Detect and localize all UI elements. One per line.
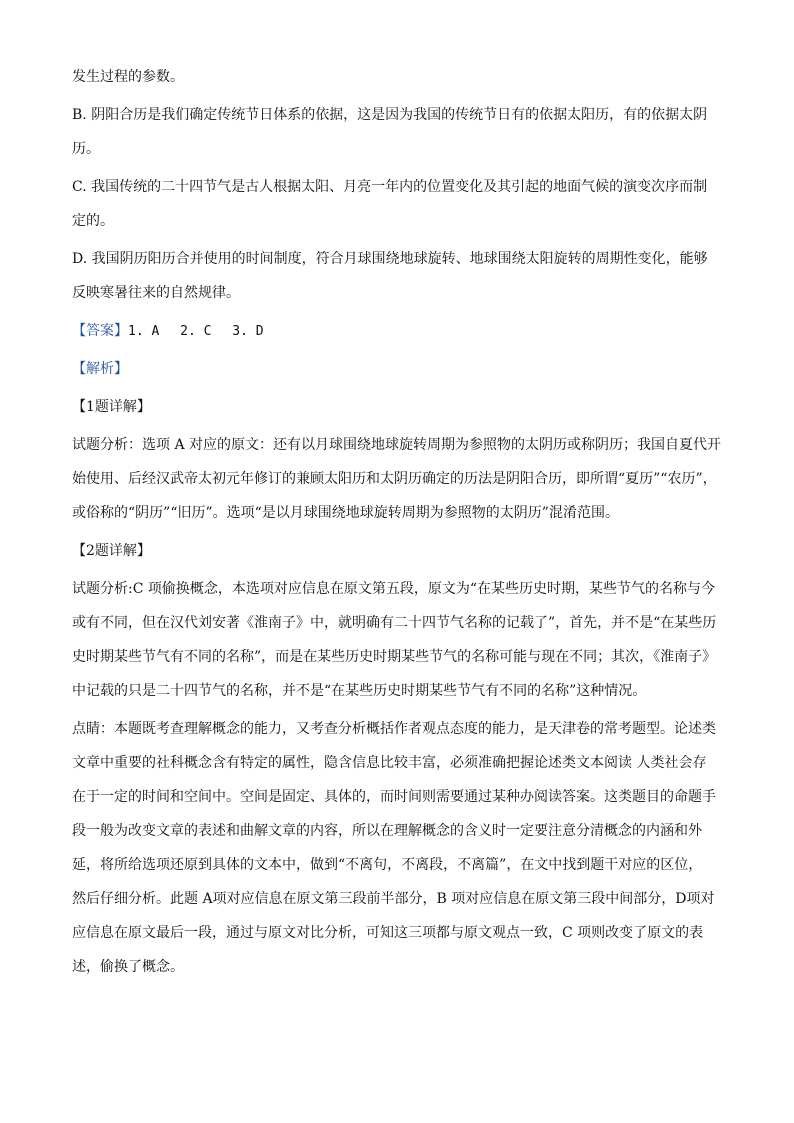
note-line-4: 段一般为改变文章的表述和曲解文章的内容，所以在理解概念的含义时一定要注意分清概念的内涵和外 bbox=[72, 823, 702, 839]
option-c-line-1: C. 我国传统的二十四节气是古人根据太阳、月亮一年内的位置变化及其引起的地面气候的演变次序而制 bbox=[72, 179, 708, 195]
q1-line-2: 始使用、后经汉武帝太初元年修订的兼顾太阳历和太阴历确定的历法是阴阳合历，即所谓“夏历”“农历”， bbox=[72, 471, 717, 487]
q1-heading: 【1题详解】 bbox=[72, 399, 151, 415]
q2-line-4: 中记载的只是二十四节气的名称，并不是“在某些历史时期某些节气有不同的名称”这种情况。 bbox=[72, 683, 647, 699]
option-b-line-2: 历。 bbox=[72, 141, 100, 157]
option-b-line-1: B. 阴阳合历是我们确定传统节日体系的依据，这是因为我国的传统节日有的依据太阳历，有的依据太阴 bbox=[72, 107, 708, 123]
document-body bbox=[72, 60, 732, 984]
q1-line-3: 或俗称的“阴历”“旧历”。选项“是以月球围绕地球旋转周期为参照物的太阴历”混淆范围。 bbox=[72, 505, 619, 521]
note-line-2: 文章中重要的社科概念含有特定的属性，隐含信息比较丰富，必须准确把握论述类文本阅读 人类社会存 bbox=[72, 755, 707, 771]
note-line-3: 在于一定的时间和空间中。空间是固定、具体的，而时间则需要通过某种办阅读答案。这类题目的命题手 bbox=[72, 789, 716, 805]
option-d-line-2: 反映寒暑往来的自然规律。 bbox=[72, 285, 240, 301]
note-line-5: 延，将所给选项还原到具体的文本中，做到“不离句，不离段，不离篇”，在文中找到题干对应的区位， bbox=[72, 857, 703, 873]
q2-line-1: 试题分析:C 项偷换概念，本选项对应信息在原文第五段，原文为“在某些历史时期，某些节气的名称与今 bbox=[72, 581, 716, 597]
q2-heading: 【2题详解】 bbox=[72, 543, 151, 559]
note-line-7: 应信息在原文最后一段，通过与原文对比分析，可知这三项都与原文观点一致，C 项则改变了原文的表 bbox=[72, 925, 704, 941]
q2-line-2: 或有不同，但在汉代刘安著《淮南子》中，就明确有二十四节气名称的记载了”，首先，并不是“在某些历 bbox=[72, 615, 717, 631]
analysis-heading: 【解析】 bbox=[72, 361, 128, 377]
answer-label: 【答案】 bbox=[72, 323, 128, 339]
option-d-line-1: D. 我国阴历阳历合并使用的时间制度，符合月球围绕地球旋转、地球围绕太阳旋转的周期性变化，能够 bbox=[72, 251, 708, 267]
option-c-line-2: 定的。 bbox=[72, 213, 114, 229]
q1-line-1: 试题分析：选项 A 对应的原文：还有以月球围绕地球旋转周期为参照物的太阴历或称阴历；我国自夏代开 bbox=[72, 437, 722, 453]
q2-line-3: 史时期某些节气有不同的名称”，而是在某些历史时期某些节气的名称可能与现在不同；其次，《淮南子》 bbox=[72, 649, 717, 665]
note-line-6: 然后仔细分析。此题 A项对应信息在原文第三段前半部分，B 项对应信息在原文第三段中间部分，D项对 bbox=[72, 891, 715, 907]
option-a-tail: 发生过程的参数。 bbox=[72, 69, 184, 85]
answer-line bbox=[72, 314, 732, 348]
answer-text: 1. A 2. C 3. D bbox=[128, 324, 264, 339]
note-line-1: 点睛：本题既考查理解概念的能力，又考查分析概括作者观点态度的能力，是天津卷的常考题型。论述类 bbox=[72, 721, 716, 737]
note-line-8: 述，偷换了概念。 bbox=[72, 959, 184, 975]
